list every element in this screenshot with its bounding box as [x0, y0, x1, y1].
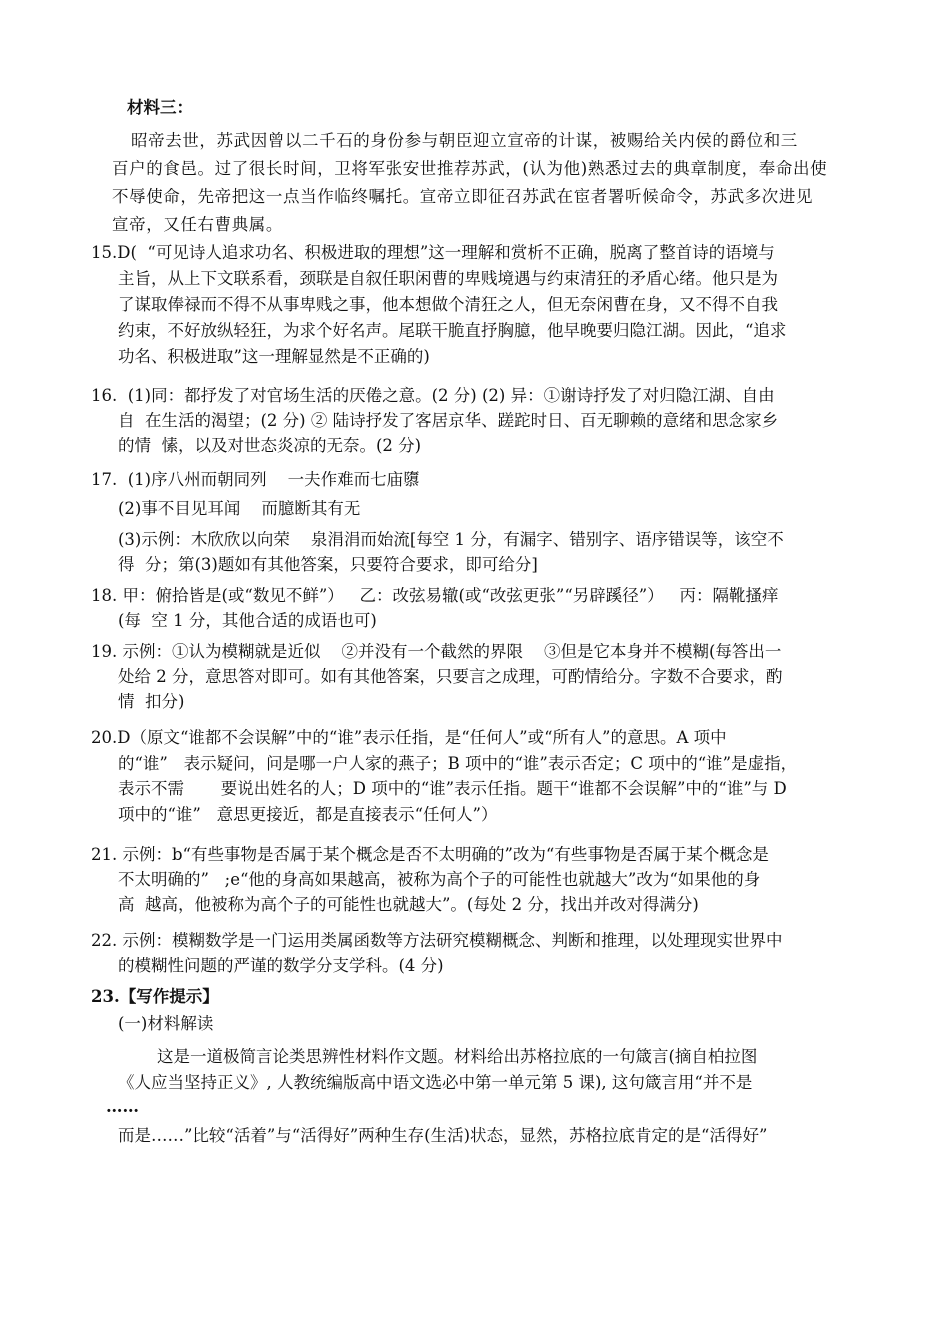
answer-18-line: 18. 甲：俯拾皆是(或“数见不鲜”） 乙：改弦易辙(或“改弦更张”“另辟蹊径”） 丙：隔靴搔痒: [91, 586, 779, 605]
answer-17-line: (3)示例：木欣欣以向荣 泉涓涓而始流[每空 1 分，有漏字、错别字、语序错误等，该空不: [118, 530, 784, 549]
material-three-line: 昭帝去世，苏武因曾以二千石的身份参与朝臣迎立宣帝的计谋，被赐给关内侯的爵位和三: [131, 131, 798, 150]
answer-16-line: 自 在生活的渴望；(2 分) ② 陆诗抒发了客居京华、蹉跎时日、百无聊赖的意绪和思念家乡: [118, 411, 779, 430]
material-three-heading: 材料三：: [127, 98, 193, 117]
answer-15-line: 功名、积极进取”这一理解显然是不正确的): [118, 347, 430, 366]
answer-23-line: 这是一道极简言论类思辨性材料作文题。材料给出苏格拉底的一句箴言(摘自柏拉图: [157, 1047, 758, 1066]
answer-16-line: 16. (1)同：都抒发了对官场生活的厌倦之意。(2 分) (2) 异：①谢诗抒发了对归隐江湖、自由: [91, 386, 775, 405]
answer-20-line: 20.D（原文“谁都不会误解”中的“谁”表示任指，是“任何人”或“所有人”的意思。A 项中: [91, 728, 727, 747]
answer-15-line: 约束，不好放纵轻狂，为求个好名声。尾联干脆直抒胸臆，他早晚要归隐江湖。因此，“追求: [118, 321, 787, 340]
answer-22-line: 22. 示例：模糊数学是一门运用类属函数等方法研究模糊概念、判断和推理，以处理现实世界中: [91, 931, 783, 950]
answer-17-line: 17. (1)序八州而朝同列 一夫作难而七庙隳: [91, 470, 420, 489]
answer-17-line: (2)事不目见耳闻 而臆断其有无: [118, 499, 361, 518]
answer-15-line: 主旨，从上下文联系看，颈联是自叙任职闲曹的卑贱境遇与约束清狂的矛盾心绪。他只是为: [118, 269, 778, 288]
answer-18-line: (每 空 1 分，其他合适的成语也可): [118, 611, 377, 630]
answer-23-heading: 23.【写作提示】: [91, 987, 219, 1006]
answer-23-line: 《人应当坚持正义》, 人教统编版高中语文选必中第一单元第 5 课), 这句箴言用“并不是: [118, 1073, 753, 1092]
answer-20-line: 项中的“谁” 意思更接近，都是直接表示“任何人”）: [118, 805, 498, 824]
answer-23-line: 而是……”比较“活着”与“活得好”两种生存(生活)状态，显然，苏格拉底肯定的是“活得好”: [118, 1126, 768, 1145]
material-three-line: 不辱使命，先帝把这一点当作临终嘱托。宣帝立即征召苏武在宦者署听候命令，苏武多次进见: [112, 187, 814, 206]
material-three-line: 宣帝，又任右曹典属。: [112, 215, 283, 234]
answer-17-line: 得 分；第(3)题如有其他答案，只要符合要求，即可给分]: [118, 555, 538, 574]
answer-19-line: 情 扣分): [118, 692, 185, 711]
answer-20-line: 表示不需 要说出姓名的人；D 项中的“谁”表示任指。题干“谁都不会误解”中的“谁”与 D: [118, 779, 787, 798]
answer-23-ellipsis: ……: [106, 1097, 139, 1116]
answer-22-line: 的模糊性问题的严谨的数学分支学科。(4 分): [118, 956, 444, 975]
answer-21-line: 高 越高，他被称为高个子的可能性也就越大”。(每处 2 分，找出并改对得满分): [118, 895, 699, 914]
answer-19-line: 19. 示例：①认为模糊就是近似 ②并没有一个截然的界限 ③但是它本身并不模糊(每答出一: [91, 642, 782, 661]
answer-15-line: 15.D( “可见诗人追求功名、积极进取的理想”这一理解和赏析不正确，脱离了整首诗的语境与: [91, 243, 775, 262]
answer-15-line: 了谋取俸禄而不得不从事卑贱之事，他本想做个清狂之人，但无奈闲曹在身，又不得不自我: [118, 295, 778, 314]
answer-16-line: 的情 愫，以及对世态炎凉的无奈。(2 分): [118, 436, 422, 455]
answer-21-line: 21. 示例：b“有些事物是否属于某个概念是否不太明确的”改为“有些事物是否属于某个概念是: [91, 845, 769, 864]
answer-19-line: 处给 2 分，意思答对即可。如有其他答案，只要言之成理，可酌情给分。字数不合要求，酌: [118, 667, 783, 686]
answer-23-subheading: (一)材料解读: [118, 1014, 214, 1033]
answer-21-line: 不太明确的” ;e“他的身高如果越高，被称为高个子的可能性也就越大”改为“如果他的身: [118, 870, 761, 889]
material-three-line: 百户的食邑。过了很长时间，卫将军张安世推荐苏武，(认为他)熟悉过去的典章制度，奉命出使: [112, 159, 828, 178]
answer-20-line: 的“谁” 表示疑问，问是哪一户人家的燕子；B 项中的“谁”表示否定；C 项中的“谁”是虚指，: [118, 754, 798, 773]
